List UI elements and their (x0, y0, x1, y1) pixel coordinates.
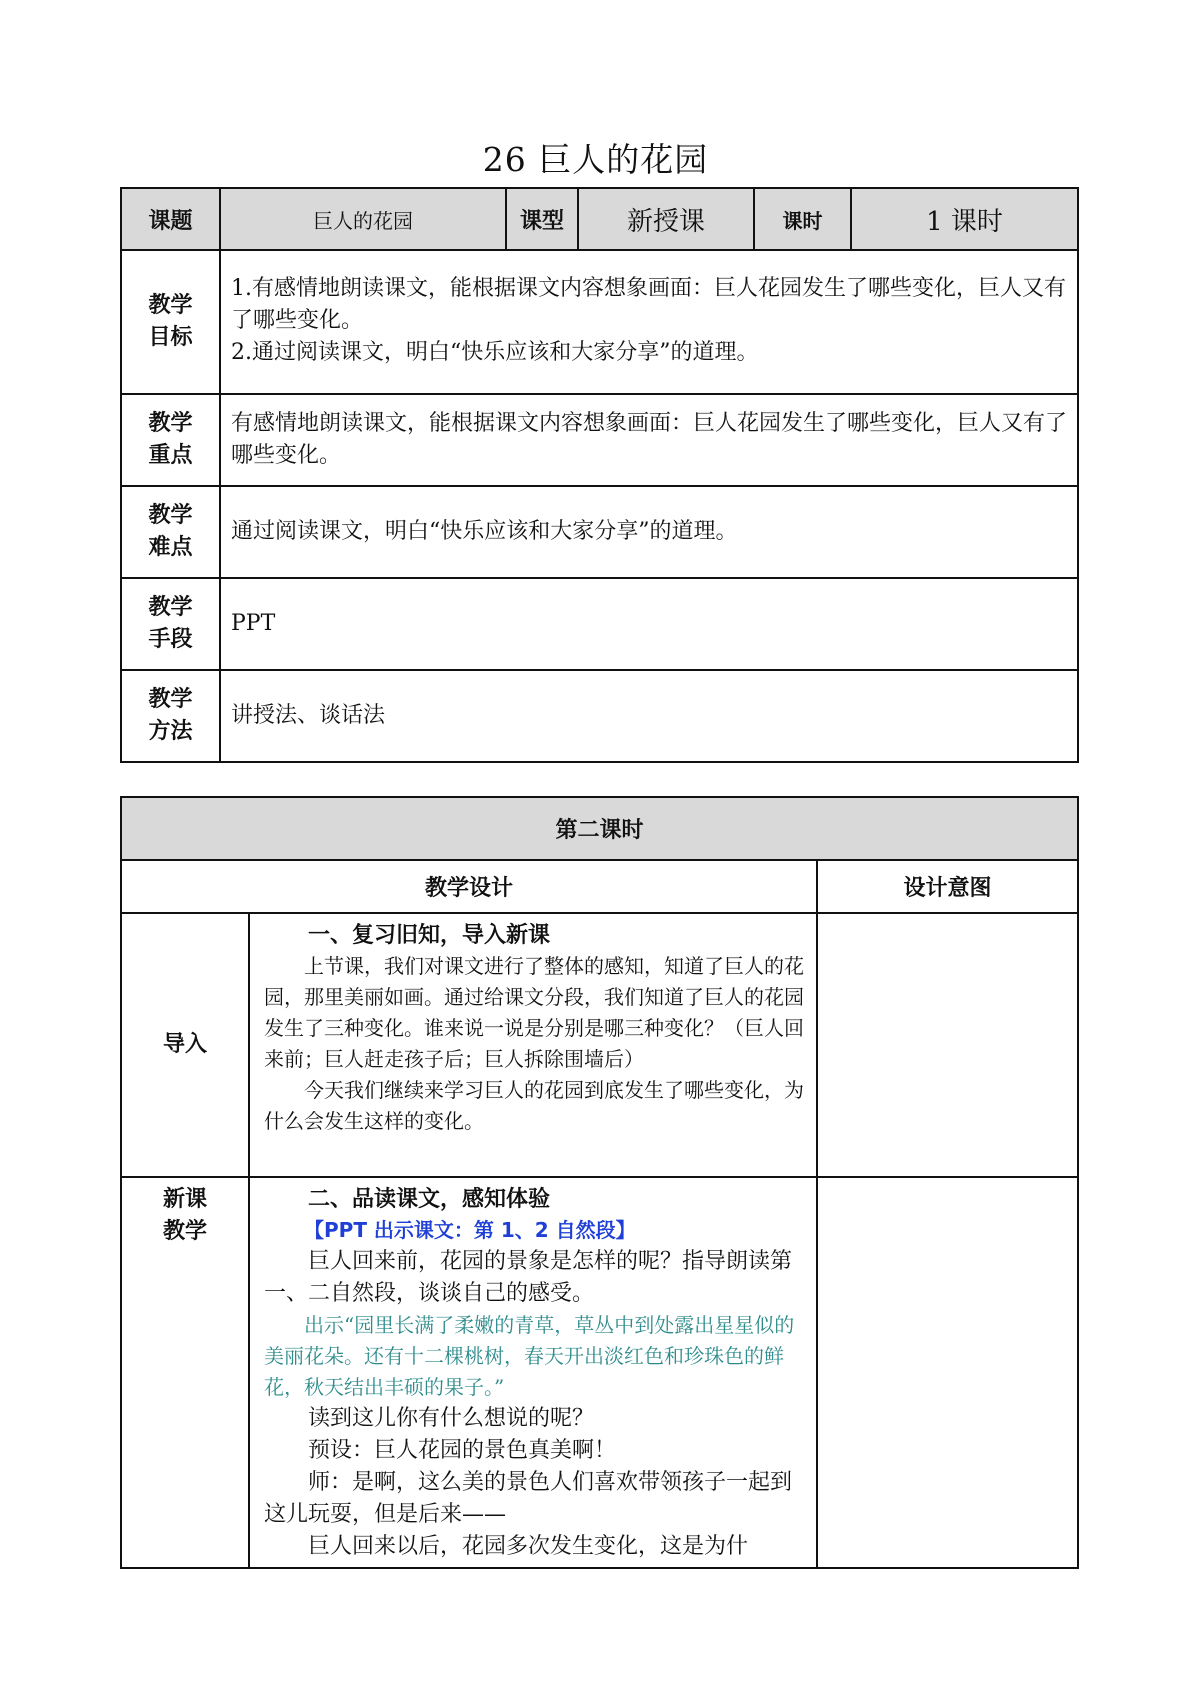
ppt-note: 【PPT 出示课文：第 1、2 自然段】 (304, 1218, 636, 1242)
new-lesson-heading: 二、品读课文，感知体验 (308, 1187, 551, 1212)
intro-heading: 一、复习旧知，导入新课 (308, 923, 551, 948)
new-lesson-paragraph: 巨人回来以后，花园多次发生变化，这是为什 (308, 1534, 749, 1559)
objectives-row (121, 250, 1078, 394)
methods-label: 教学 方法 (121, 670, 220, 762)
intent-column-header: 设计意图 (817, 860, 1078, 913)
type-label: 课型 (506, 188, 578, 250)
intro-intent-cell (817, 913, 1078, 1177)
means-text: PPT (220, 578, 1078, 670)
difficulties-label: 教学 难点 (121, 486, 220, 578)
key-points-label: 教学 重点 (121, 394, 220, 486)
objectives-label: 教学 目标 (121, 250, 220, 394)
design-column-header: 教学设计 (121, 860, 817, 913)
new-lesson-intent-cell (817, 1177, 1078, 1568)
difficulties-row (121, 486, 1078, 578)
type-value: 新授课 (578, 188, 754, 250)
page-title: 26 巨人的花园 (482, 140, 709, 179)
means-label: 教学 手段 (121, 578, 220, 670)
key-points-row (121, 394, 1078, 486)
new-lesson-paragraph: 读到这儿你有什么想说的呢？ (308, 1406, 595, 1431)
info-table (120, 187, 1079, 763)
intro-stage-row (121, 913, 1078, 1177)
new-lesson-paragraph: 预设：巨人花园的景色真美啊！ (308, 1438, 617, 1463)
intro-design-cell (249, 913, 817, 1177)
hours-value: 1 课时 (851, 188, 1078, 250)
difficulties-text: 通过阅读课文，明白“快乐应该和大家分享”的道理。 (220, 486, 1078, 578)
column-header-row (121, 860, 1078, 913)
methods-text: 讲授法、谈话法 (220, 670, 1078, 762)
info-header-row (121, 188, 1078, 250)
topic-label: 课题 (121, 188, 220, 250)
text-quote: 出示“园里长满了柔嫩的青草，草丛中到处露出星星似的美丽花朵。还有十二棵桃树，春天开出淡红色和珍珠色的鲜花，秋天结出丰硕的果子。” (264, 1313, 795, 1399)
intro-paragraph: 今天我们继续来学习巨人的花园到底发生了哪些变化，为什么会发生这样的变化。 (264, 1078, 804, 1133)
new-lesson-paragraph: 师：是啊，这么美的景色人们喜欢带领孩子一起到这儿玩耍，但是后来—— (264, 1470, 793, 1527)
hours-label: 课时 (754, 188, 851, 250)
stage-label-new-lesson: 新课 教学 (121, 1177, 249, 1568)
methods-row (121, 670, 1078, 762)
topic-value: 巨人的花园 (220, 188, 506, 250)
key-points-text: 有感情地朗读课文，能根据课文内容想象画面：巨人花园发生了哪些变化，巨人又有了哪些变化。 (220, 394, 1078, 486)
lesson-design-table (120, 796, 1079, 1569)
means-row (121, 578, 1078, 670)
section-title: 第二课时 (121, 797, 1078, 860)
new-lesson-paragraph: 巨人回来前，花园的景象是怎样的呢？指导朗读第一、二自然段，谈谈自己的感受。 (264, 1249, 793, 1306)
new-lesson-stage-row (121, 1177, 1078, 1568)
intro-paragraph: 上节课，我们对课文进行了整体的感知，知道了巨人的花园，那里美丽如画。通过给课文分段，我们知道了巨人的花园发生了三种变化。谁来说一说是分别是哪三种变化？（巨人回来前；巨人赶走孩子后；巨人拆除围墙后） (264, 954, 804, 1071)
section-title-row (121, 797, 1078, 860)
stage-label-intro: 导入 (121, 913, 249, 1177)
objectives-text: 1.有感情地朗读课文，能根据课文内容想象画面：巨人花园发生了哪些变化，巨人又有了哪些变化。 2.通过阅读课文，明白“快乐应该和大家分享”的道理。 (220, 250, 1078, 394)
new-lesson-design-cell (249, 1177, 817, 1568)
